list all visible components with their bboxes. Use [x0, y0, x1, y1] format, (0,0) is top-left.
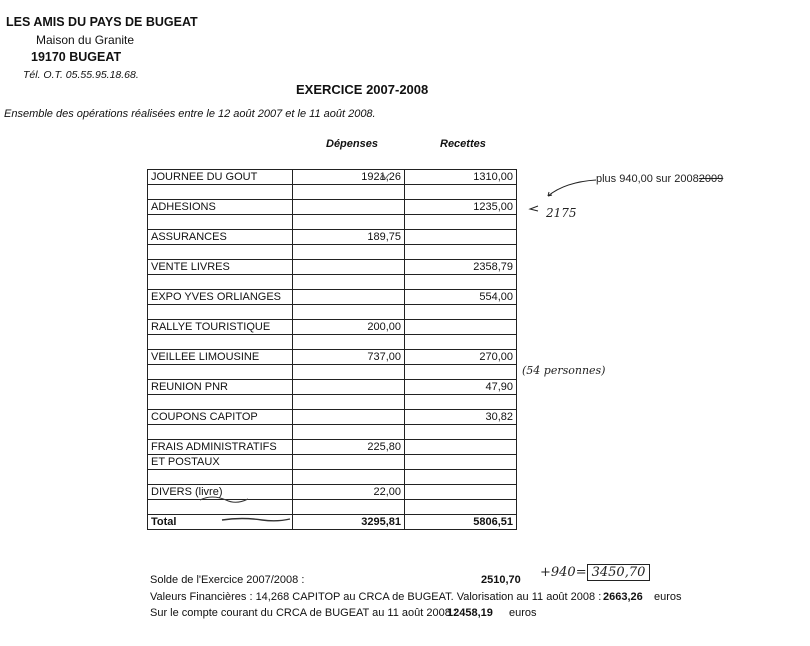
row-label: VENTE LIVRES — [148, 260, 293, 275]
row-label: FRAIS ADMINISTRATIFS — [148, 440, 293, 455]
handwritten-note-adhesions: 2175 — [546, 206, 577, 220]
row-label: ADHESIONS — [148, 200, 293, 215]
phone: Tél. O.T. 05.55.95.18.68. — [23, 69, 139, 81]
row-recettes: 270,00 — [405, 350, 517, 365]
row-depenses: 189,75 — [293, 230, 405, 245]
row-recettes: 2358,79 — [405, 260, 517, 275]
scribble-stroke — [200, 497, 248, 502]
row-depenses: 1921,26 — [293, 170, 405, 185]
total-label: Total — [148, 515, 293, 530]
compte-unit: euros — [509, 607, 537, 619]
city: 19170 BUGEAT — [31, 50, 122, 64]
solde-label: Solde de l'Exercice 2007/2008 : — [150, 574, 305, 586]
valeurs-text: Valeurs Financières : 14,268 CAPITOP au CRCA de BUGEAT. Valorisation au 11 août 2008 : — [150, 591, 602, 603]
valeurs-unit: euros — [654, 591, 682, 603]
scribble-stroke — [222, 519, 290, 521]
row-depenses: 22,00 — [293, 485, 405, 500]
row-label: REUNION PNR — [148, 380, 293, 395]
org-name: LES AMIS DU PAYS DE BUGEAT — [6, 15, 198, 29]
row-recettes: 30,82 — [405, 410, 517, 425]
row-label: JOURNEE DU GOUT — [148, 170, 293, 185]
column-header-recettes: Recettes — [440, 138, 486, 150]
row-label: RALLYE TOURISTIQUE — [148, 320, 293, 335]
row-depenses: 737,00 — [293, 350, 405, 365]
solde-value: 2510,70 — [481, 574, 521, 586]
handwritten-note-veillee: (54 personnes) — [522, 364, 606, 377]
tick-mark — [380, 174, 389, 179]
row-label: ET POSTAUX — [148, 455, 293, 470]
page-subtitle: Ensemble des opérations réalisées entre le 12 août 2007 et le 11 août 2008. — [4, 108, 376, 120]
row-recettes: 1235,00 — [405, 200, 517, 215]
row-recettes: 47,90 — [405, 380, 517, 395]
column-header-depenses: Dépenses — [326, 138, 378, 150]
arrow-adhesions — [530, 206, 538, 211]
compte-value: 12458,19 — [447, 607, 493, 619]
valeurs-value: 2663,26 — [603, 591, 643, 603]
row-label: EXPO YVES ORLIANGES — [148, 290, 293, 305]
handwritten-note-solde: +940= 3450,70 — [540, 565, 650, 580]
row-label: ASSURANCES — [148, 230, 293, 245]
row-recettes: 1310,00 — [405, 170, 517, 185]
row-depenses: 200,00 — [293, 320, 405, 335]
row-depenses: 225,80 — [293, 440, 405, 455]
page-title: EXERCICE 2007-2008 — [296, 82, 429, 97]
handwritten-note-journee: plus 940,00 sur 20082009 — [596, 173, 724, 185]
compte-text: Sur le compte courant du CRCA de BUGEAT au 11 août 2008 : — [150, 607, 457, 619]
row-label: VEILLEE LIMOUSINE — [148, 350, 293, 365]
row-recettes: 554,00 — [405, 290, 517, 305]
total-depenses: 3295,81 — [293, 515, 405, 530]
arrow-stroke — [548, 180, 596, 196]
total-recettes: 5806,51 — [405, 515, 517, 530]
row-label: DIVERS (livre) — [148, 485, 293, 500]
row-label: COUPONS CAPITOP — [148, 410, 293, 425]
venue-name: Maison du Granite — [36, 33, 135, 47]
